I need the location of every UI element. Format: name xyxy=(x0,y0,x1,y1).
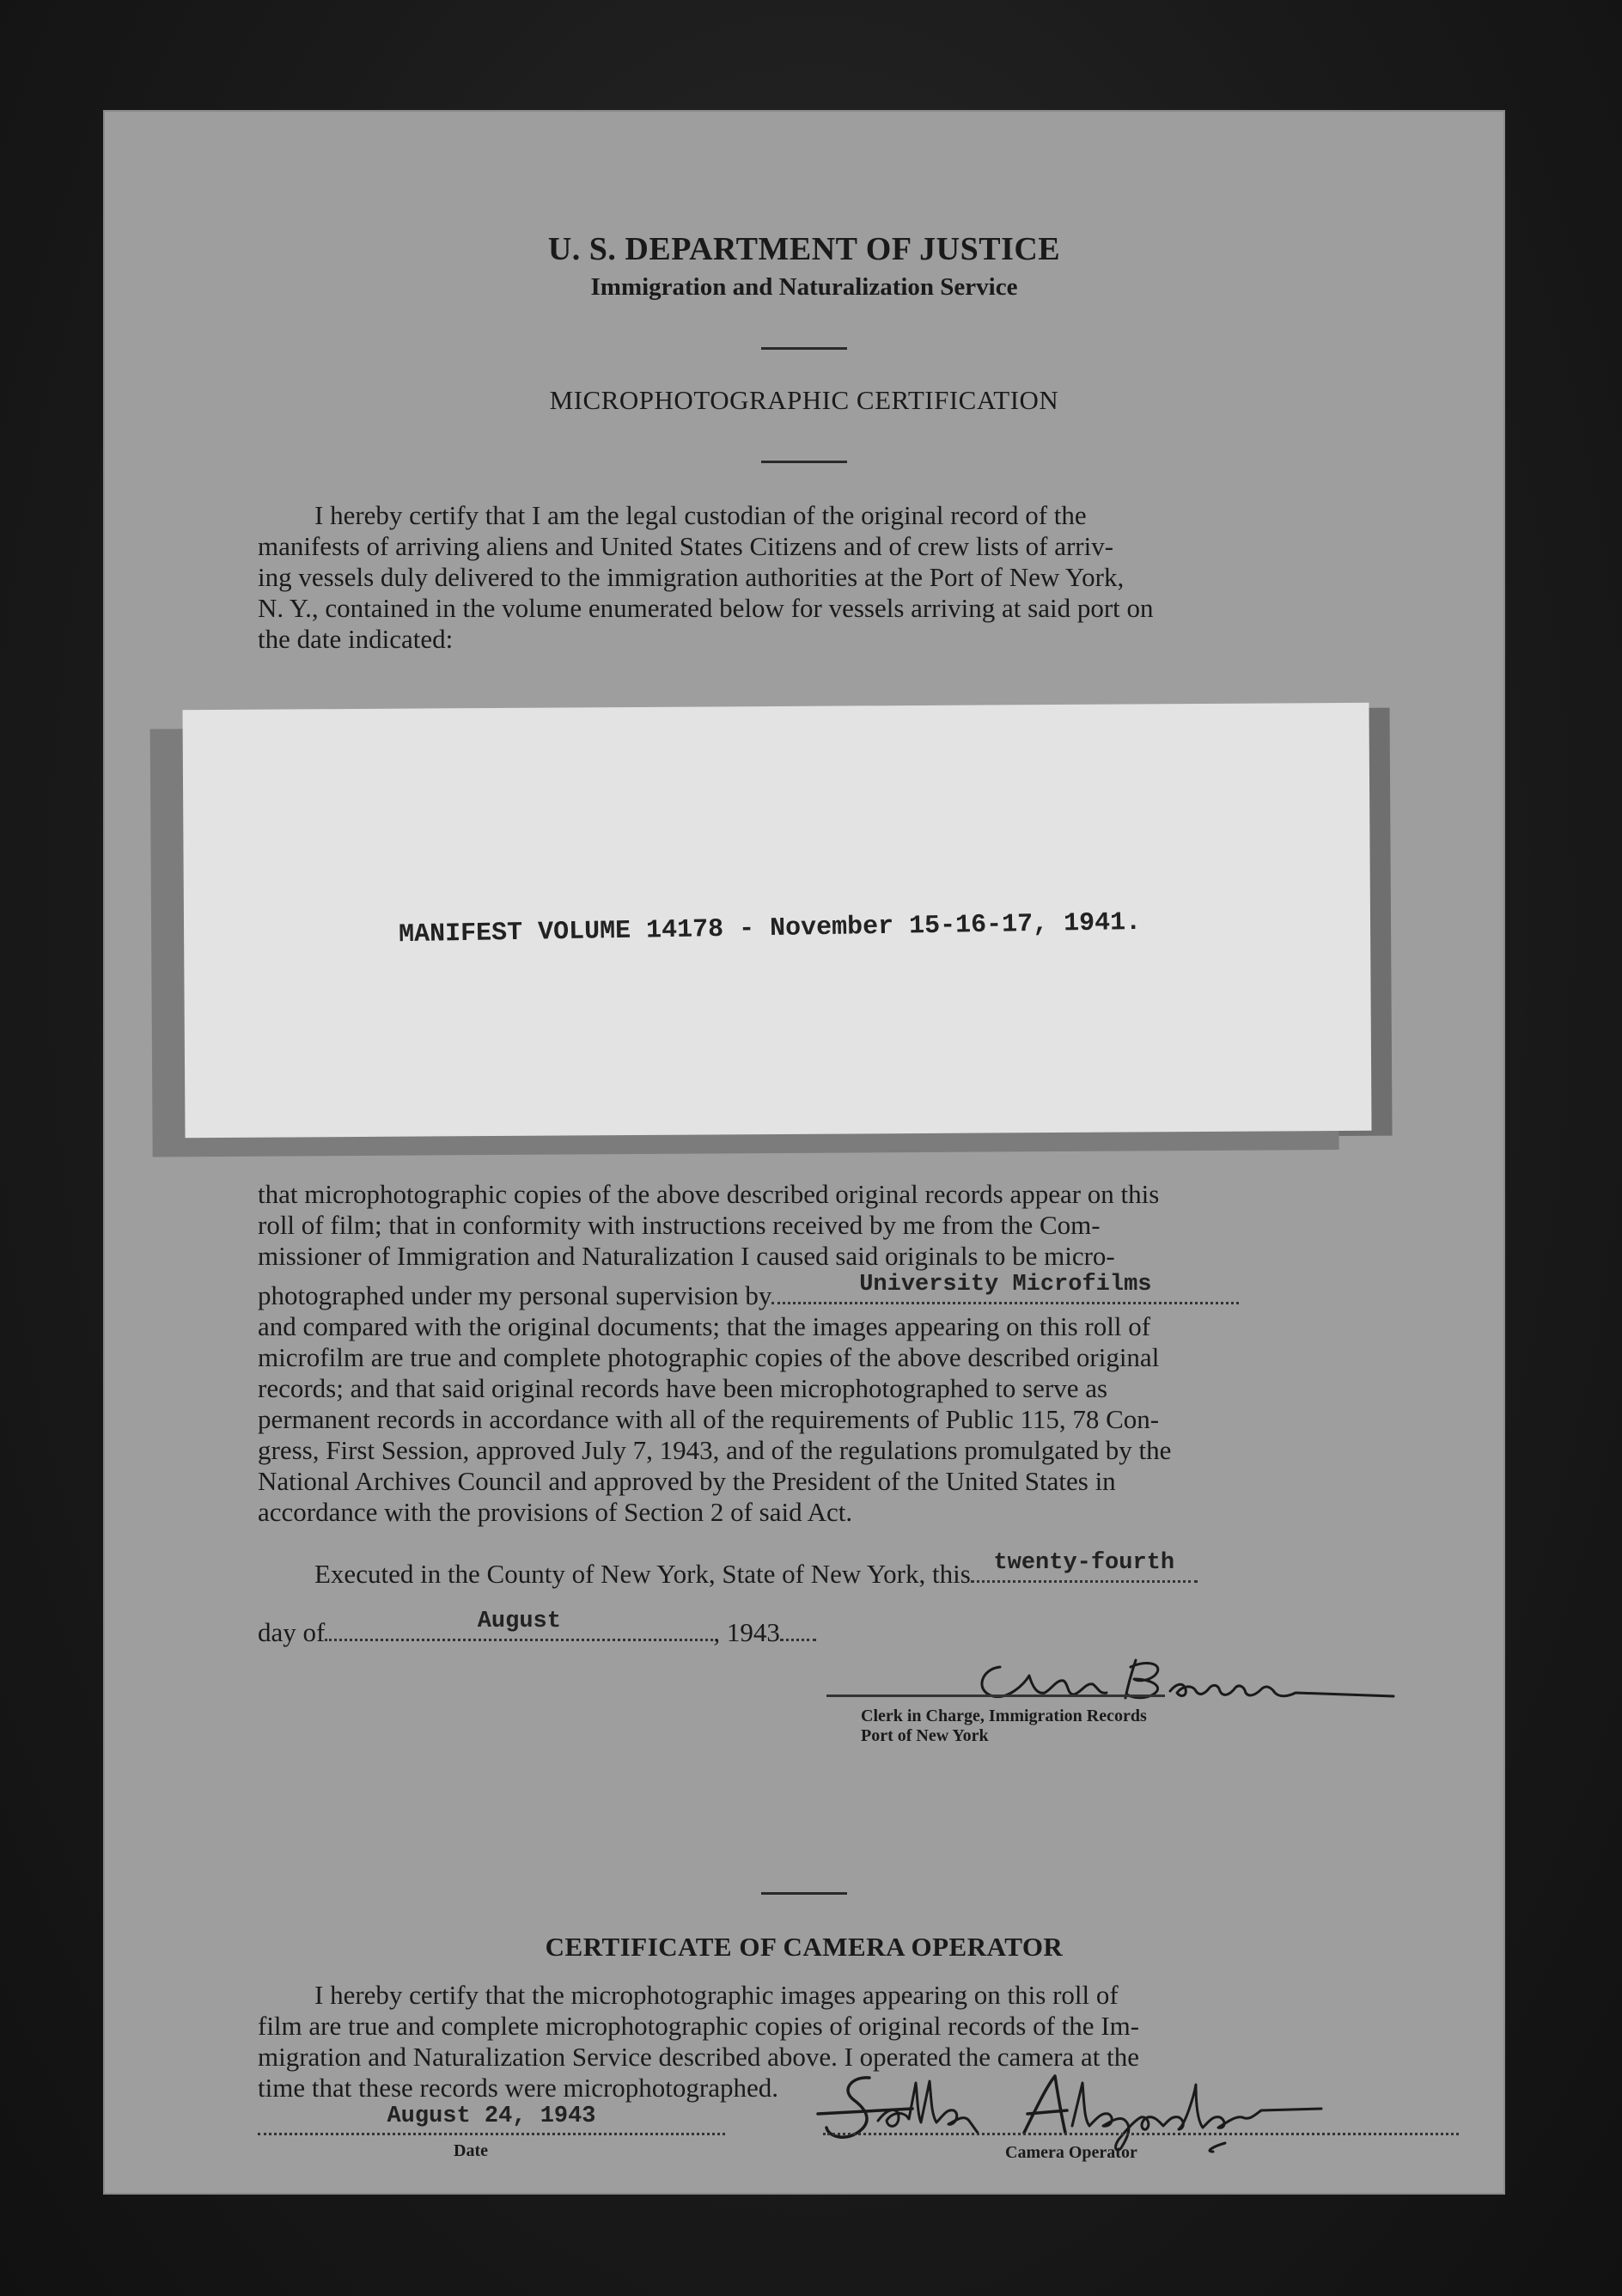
execution-day-field xyxy=(971,1550,1198,1583)
body-line: and compared with the original documents; that the images appearing on this roll of xyxy=(258,1311,1151,1341)
body-line: accordance with the provisions of Section 2 of said Act. xyxy=(258,1497,853,1527)
body-line: records; and that said original records have been microphotographed to serve as xyxy=(258,1373,1108,1403)
camera-line: I hereby certify that the microphotographic images appearing on this roll of xyxy=(314,1980,1119,2010)
body-line: missioner of Immigration and Naturalization I caused said originals to be micro- xyxy=(258,1241,1115,1271)
date-field xyxy=(258,2104,725,2135)
camera-operator-signature xyxy=(809,2061,1325,2155)
date-value: August 24, 1943 xyxy=(387,2104,596,2129)
intro-line: ing vessels duly delivered to the immigration authorities at the Port of New York, xyxy=(258,562,1125,592)
body-line: gress, First Session, approved July 7, 1943, and of the regulations promulgated by the xyxy=(258,1435,1172,1465)
body-line: that microphotographic copies of the above described original records appear on this xyxy=(258,1179,1160,1209)
body-line: roll of film; that in conformity with instructions received by me from the Com- xyxy=(258,1210,1101,1240)
photographer-field xyxy=(771,1272,1239,1304)
intro-line: the date indicated: xyxy=(258,624,454,654)
body-line: photographed under my personal supervision by University Microfilms xyxy=(258,1280,1458,1311)
year-trailing-dots xyxy=(780,1618,816,1641)
clerk-location: Port of New York xyxy=(861,1726,989,1745)
camera-line: film are true and complete microphotographic copies of original records of the Im- xyxy=(258,2011,1140,2041)
manifest-volume-text: MANIFEST VOLUME 14178 - November 15-16-17, 1941. xyxy=(398,907,1142,950)
department-title: U. S. DEPARTMENT OF JUSTICE xyxy=(547,231,1061,267)
body-paragraph xyxy=(258,1179,1458,1528)
title-rule-2 xyxy=(761,461,847,463)
service-subtitle: Immigration and Naturalization Service xyxy=(590,273,1018,301)
body-line: microfilm are true and complete photographic copies of the above described original xyxy=(258,1342,1160,1372)
intro-line: I hereby certify that I am the legal custodian of the original record of the xyxy=(314,500,1087,530)
execution-month-value: August xyxy=(477,1609,561,1634)
body-line: National Archives Council and approved by the President of the United States in xyxy=(258,1466,1116,1496)
execution-line: Executed in the County of New York, State of New York, this twenty-fourth xyxy=(258,1559,1198,1590)
camera-operator-label: Camera Operator xyxy=(1005,2143,1137,2162)
camera-line: migration and Naturalization Service described above. I operated the camera at the xyxy=(258,2042,1139,2072)
body-line: permanent records in accordance with all of the requirements of Public 115, 78 Con- xyxy=(258,1404,1160,1434)
intro-line: manifests of arriving aliens and United States Citizens and of crew lists of arriv- xyxy=(258,531,1114,561)
clerk-title: Clerk in Charge, Immigration Records xyxy=(861,1707,1147,1725)
certificate-sheet xyxy=(105,112,1503,2193)
execution-month-line: day of August , 1943 xyxy=(258,1617,816,1648)
execution-day-value: twenty-fourth xyxy=(993,1550,1175,1576)
intro-paragraph xyxy=(258,500,1458,655)
camera-certificate-heading: CERTIFICATE OF CAMERA OPERATOR xyxy=(545,1932,1064,1962)
camera-line: time that these records were microphotographed. xyxy=(258,2073,778,2103)
manifest-slip xyxy=(182,703,1371,1138)
date-label: Date xyxy=(454,2141,488,2160)
certification-title: MICROPHOTOGRAPHIC CERTIFICATION xyxy=(549,385,1059,415)
execution-year: , 1943 xyxy=(713,1617,780,1647)
clerk-signature-line xyxy=(826,1695,1165,1697)
section-rule xyxy=(761,1892,847,1895)
intro-line: N. Y., contained in the volume enumerated below for vessels arriving at said port on xyxy=(258,593,1154,623)
title-rule-1 xyxy=(761,347,847,350)
camera-operator-line xyxy=(823,2133,1459,2135)
photographer-value: University Microfilms xyxy=(859,1272,1152,1298)
